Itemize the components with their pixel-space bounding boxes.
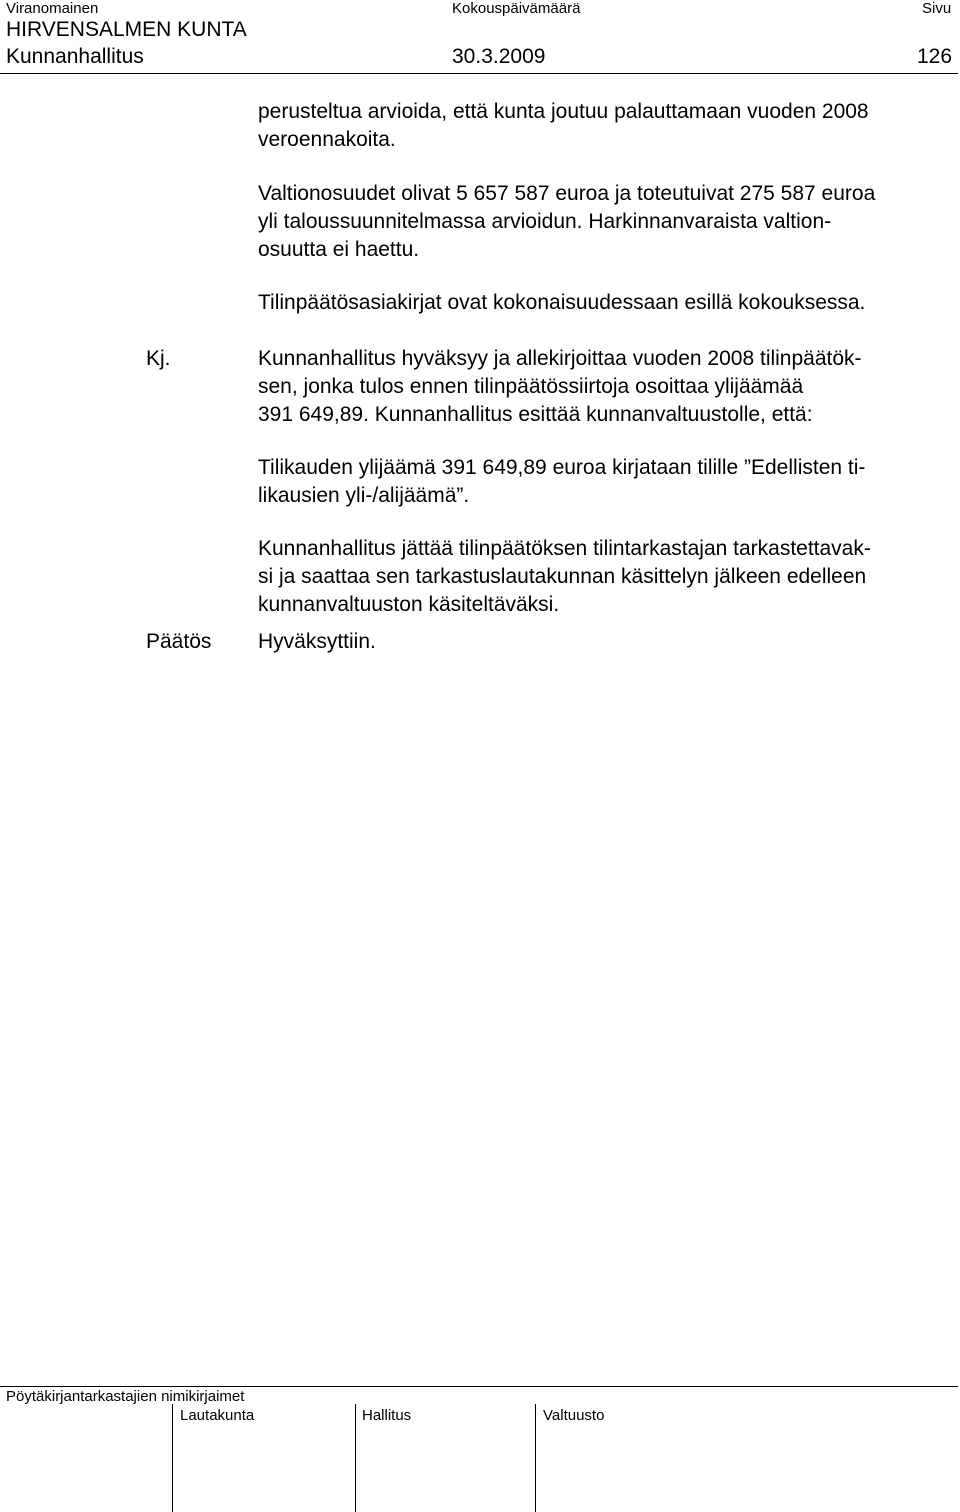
signature-box-government xyxy=(355,1404,356,1512)
signature-label-government: Hallitus xyxy=(362,1407,412,1424)
paragraph-2: Valtionosuudet olivat 5 657 587 euroa ja toteutuivat 275 587 euroa yli taloussuunnitelmassa arvioidun. Harkinnanvaraista valtion- osuutta ei haettu. xyxy=(258,182,876,261)
signature-box-board xyxy=(172,1404,173,1512)
paragraph-5: Tilikauden ylijäämä 391 649,89 euroa kirjataan tilille ”Edellisten ti- likausien yli-/alijäämä”. xyxy=(258,456,866,507)
signature-label-board: Lautakunta xyxy=(180,1407,255,1424)
paragraph-3: Tilinpäätösasiakirjat ovat kokonaisuudessaan esillä kokouksessa. xyxy=(258,291,866,314)
paragraph-6: Kunnanhallitus jättää tilinpäätöksen tilintarkastajan tarkastettavak- si ja saattaa sen tarkastuslautakunnan käsittelyn jälkeen edelleen kunnanvaltuuston käsiteltäväksi. xyxy=(258,537,871,616)
footer-signatures-title: Pöytäkirjantarkastajien nimikirjaimet xyxy=(6,1388,245,1405)
header-label-page: Sivu xyxy=(922,0,952,17)
header-divider xyxy=(0,73,958,74)
header-label-official: Viranomainen xyxy=(6,0,99,17)
decision-text: Hyväksyttiin. xyxy=(258,630,376,653)
footer-divider xyxy=(0,1386,958,1387)
proposal-label: Kj. xyxy=(146,347,171,370)
header-date: 30.3.2009 xyxy=(452,45,546,68)
header-municipality: HIRVENSALMEN KUNTA xyxy=(6,18,247,41)
signature-box-council xyxy=(535,1404,536,1512)
header-page-number: 126 xyxy=(917,45,953,68)
decision-label: Päätös xyxy=(146,630,212,653)
header-body: Kunnanhallitus xyxy=(6,45,144,68)
signature-label-council: Valtuusto xyxy=(543,1407,605,1424)
paragraph-4: Kunnanhallitus hyväksyy ja allekirjoittaa vuoden 2008 tilinpäätök- sen, jonka tulos ennen tilinpäätössiirtoja osoittaa ylijäämää 391 649,89. Kunnanhallitus esittää kunnanvaltuustolle, että: xyxy=(258,347,862,426)
header-label-date: Kokouspäivämäärä xyxy=(452,0,581,17)
paragraph-1: perusteltua arvioida, että kunta joutuu palauttamaan vuoden 2008 veroennakoita. xyxy=(258,100,869,151)
